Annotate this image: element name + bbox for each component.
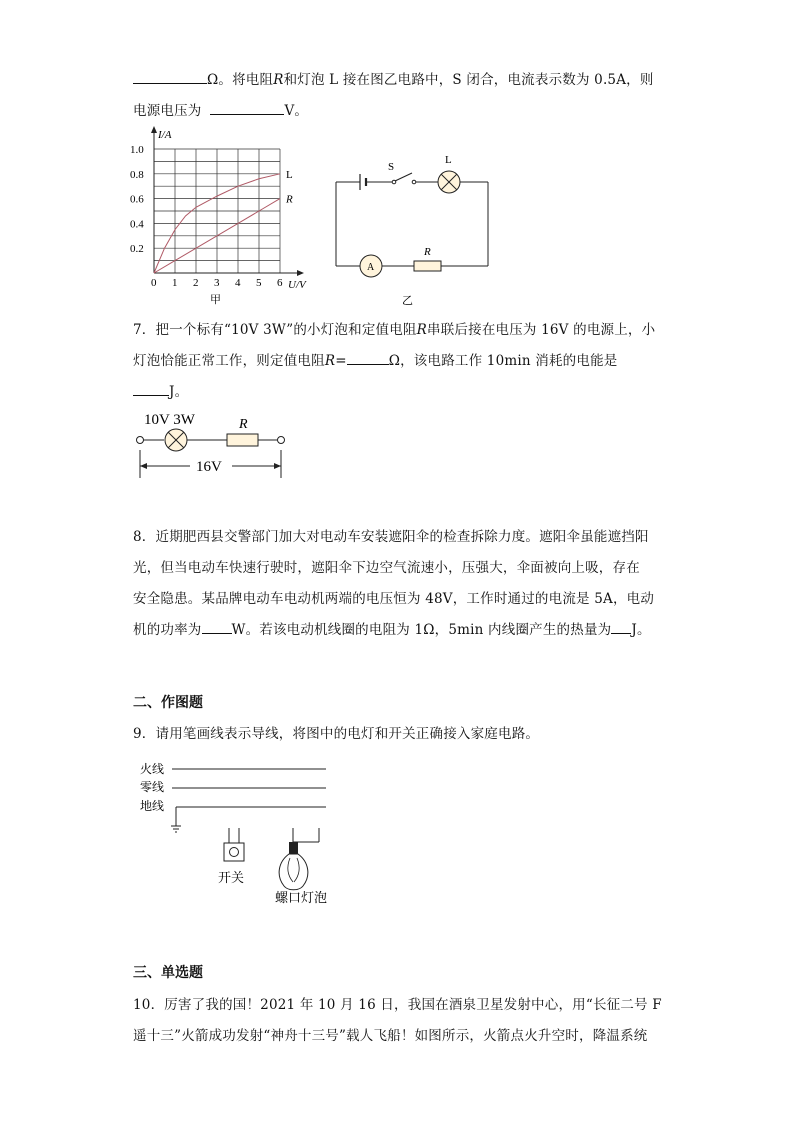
q6-line-2: 电源电压为 V。 xyxy=(133,103,309,119)
answer-blank[interactable] xyxy=(133,71,207,84)
switch-blade xyxy=(395,173,412,181)
x-tick-label: 2 xyxy=(193,277,199,289)
series-label-L: L xyxy=(286,168,293,181)
q7-line-2: 灯泡恰能正常工作，则定值电阻R= Ω，该电路工作 10min 消耗的电能是 xyxy=(133,353,618,369)
q6-line-1: Ω。将电阻R和灯泡 L 接在图乙电路中，S 闭合，电流表示数为 0.5A，则 xyxy=(133,68,654,88)
q8-line-4: 机的功率为 W。若该电动机线圈的电阻为 1Ω，5min 内线圈产生的热量为 J。 xyxy=(133,622,651,638)
q10-line-1: 10．厉害了我的国！2021 年 10 月 16 日，我国在酒泉卫星发射中心，用“长征二号 F xyxy=(133,997,662,1013)
household-circuit-figure xyxy=(138,758,338,908)
y-tick-label: 0.6 xyxy=(130,193,144,206)
x-tick-label: 6 xyxy=(277,277,283,289)
q8-line-3: 安全隐患。某品牌电动车电动机两端的电压恒为 48V，工作时通过的电流是 5A，电动 xyxy=(133,591,655,607)
y-tick-label: 0.4 xyxy=(130,218,144,231)
x-tick-label: 1 xyxy=(172,277,178,289)
bulb-glass xyxy=(279,854,308,890)
graph-axes xyxy=(151,126,304,276)
switch-knob xyxy=(230,848,239,857)
q9-text: 9．请用笔画线表示导线，将图中的电灯和开关正确接入家庭电路。 xyxy=(133,726,540,742)
neutral-wire-label: 零线 xyxy=(140,780,165,794)
circuit-yi xyxy=(330,148,500,310)
section-heading-single-choice: 三、单选题 xyxy=(133,965,203,981)
ammeter-label: A xyxy=(367,262,375,273)
switch-label: 开关 xyxy=(218,871,245,886)
terminal-right xyxy=(278,437,285,444)
q8-line-1: 8．近期肥西县交警部门加大对电动车安装遮阳伞的检查拆除力度。遮阳伞虽能遮挡阳 xyxy=(133,529,649,545)
switch-label: S xyxy=(388,161,395,173)
x-tick-label: 3 xyxy=(214,277,220,289)
x-tick-label: 0 xyxy=(151,277,157,289)
graph-caption: 甲 xyxy=(210,294,221,306)
q8-line-2: 光，但当电动车快速行驶时，遮阳伞下边空气流速小，压强大，伞面被向上吸，存在 xyxy=(133,560,640,576)
q7-line-1: 7．把一个标有“10V 3W”的小灯泡和定值电阻R串联后接在电压为 16V 的电源上，小 xyxy=(133,322,656,338)
graph-grid xyxy=(154,149,280,273)
y-tick-label: 1.0 xyxy=(130,144,144,156)
live-wire-label: 火线 xyxy=(140,762,165,776)
lamp-rating-label: 10V 3W xyxy=(144,412,195,428)
lamp-label: L xyxy=(445,154,452,166)
answer-blank[interactable] xyxy=(133,383,169,396)
terminal-left xyxy=(137,437,144,444)
resistor-symbol xyxy=(227,434,258,446)
answer-blank[interactable] xyxy=(611,621,631,634)
answer-blank[interactable] xyxy=(210,102,284,115)
voltage-label: 16V xyxy=(196,459,222,475)
q10-line-2: 遥十三”火箭成功发射“神舟十三号”载人飞船！如图所示，火箭点火升空时，降温系统 xyxy=(133,1028,648,1044)
resistor-symbol xyxy=(414,261,441,271)
circuit-caption: 乙 xyxy=(402,295,413,307)
y-tick-label: 0.8 xyxy=(130,168,144,181)
series-label-R: R xyxy=(286,193,293,206)
y-axis-label: I/A xyxy=(158,129,172,141)
bulb-label: 螺口灯泡 xyxy=(275,891,328,906)
screw-base xyxy=(289,842,298,855)
answer-blank[interactable] xyxy=(347,352,389,365)
x-axis-label: U/V xyxy=(288,279,306,291)
q7-circuit-figure xyxy=(132,404,292,480)
x-tick-label: 5 xyxy=(256,277,262,289)
ground-wire-label: 地线 xyxy=(140,799,165,813)
y-tick-label: 0.2 xyxy=(130,243,144,256)
answer-blank[interactable] xyxy=(202,621,232,634)
x-tick-label: 4 xyxy=(235,277,241,289)
q7-line-3: J。 xyxy=(133,380,188,400)
resistor-label: R xyxy=(239,417,248,432)
section-heading-drawing: 二、作图题 xyxy=(133,695,203,711)
resistor-label: R xyxy=(424,246,431,258)
graph-ticks xyxy=(130,144,283,289)
iu-graph xyxy=(128,122,318,308)
